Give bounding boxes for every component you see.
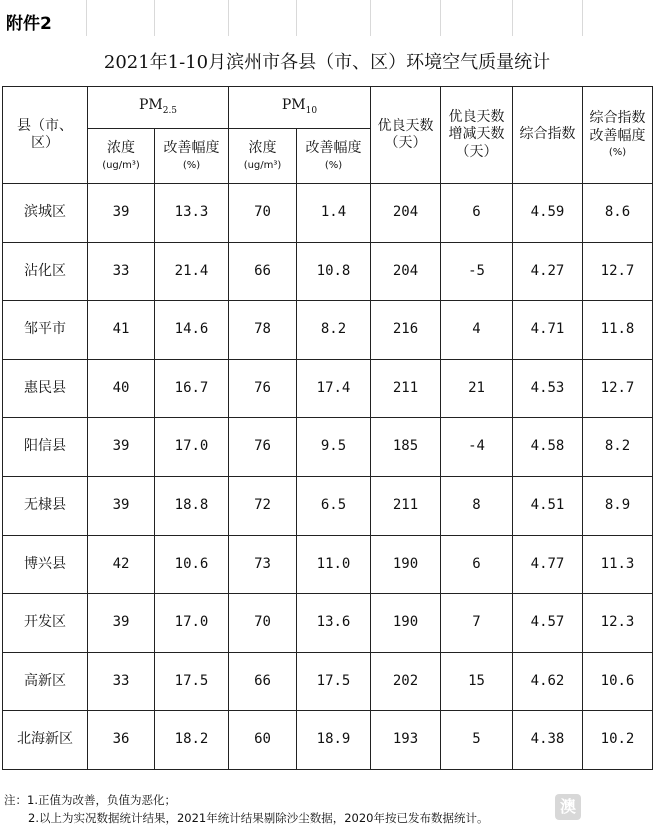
cell-good-days: 193 [371, 711, 441, 770]
cell-days-change: 6 [441, 184, 513, 243]
cell-county: 博兴县 [3, 535, 88, 594]
cell-index: 4.38 [513, 711, 583, 770]
cell-index-imp: 8.2 [583, 418, 653, 477]
table-row [3, 242, 653, 301]
cell-pm25-imp: 13.3 [155, 184, 229, 243]
cell-days-change: -4 [441, 418, 513, 477]
cell-pm25-conc: 33 [88, 242, 155, 301]
cell-index-imp: 12.7 [583, 359, 653, 418]
cell-pm10-conc: 76 [229, 418, 297, 477]
cell-days-change: 15 [441, 652, 513, 711]
air-quality-table [2, 86, 653, 770]
cell-days-change: 6 [441, 535, 513, 594]
cell-pm10-conc: 76 [229, 359, 297, 418]
cell-pm25-conc: 33 [88, 652, 155, 711]
cell-county: 沾化区 [3, 242, 88, 301]
header-pm10: $PM_{10}$ [229, 87, 371, 129]
cell-pm10-conc: 72 [229, 476, 297, 535]
cell-pm10-imp: 9.5 [297, 418, 371, 477]
cell-county: 邹平市 [3, 301, 88, 360]
header-pm10-improvement: 改善幅度 (%) [297, 129, 371, 184]
cell-index: 4.71 [513, 301, 583, 360]
header-pm25: $PM_{2.5}$ [88, 87, 229, 129]
cell-county: 惠民县 [3, 359, 88, 418]
cell-pm10-imp: 10.8 [297, 242, 371, 301]
table-row [3, 711, 653, 770]
cell-pm25-conc: 40 [88, 359, 155, 418]
cell-index-imp: 11.8 [583, 301, 653, 360]
cell-pm25-imp: 18.8 [155, 476, 229, 535]
cell-pm10-imp: 1.4 [297, 184, 371, 243]
header-good-days-change: 优良天数增减天数（天） [441, 87, 513, 184]
cell-index: 4.59 [513, 184, 583, 243]
cell-pm10-imp: 8.2 [297, 301, 371, 360]
cell-pm25-imp: 10.6 [155, 535, 229, 594]
table-row [3, 418, 653, 477]
watermark-logo: 澳 [555, 794, 581, 820]
cell-county: 开发区 [3, 594, 88, 653]
cell-pm25-conc: 39 [88, 184, 155, 243]
cell-good-days: 204 [371, 184, 441, 243]
cell-index: 4.77 [513, 535, 583, 594]
cell-pm25-conc: 39 [88, 594, 155, 653]
table-row [3, 359, 653, 418]
cell-pm25-conc: 39 [88, 418, 155, 477]
table-row [3, 594, 653, 653]
cell-pm10-imp: 18.9 [297, 711, 371, 770]
cell-pm10-conc: 70 [229, 184, 297, 243]
spreadsheet-grid-background [0, 0, 654, 36]
cell-pm10-conc: 78 [229, 301, 297, 360]
cell-good-days: 211 [371, 476, 441, 535]
cell-pm10-imp: 6.5 [297, 476, 371, 535]
header-pm10-concentration: 浓度 (ug/m³) [229, 129, 297, 184]
table-row [3, 476, 653, 535]
cell-county: 高新区 [3, 652, 88, 711]
cell-pm25-conc: 39 [88, 476, 155, 535]
header-composite-improvement: 综合指数改善幅度 (%) [583, 87, 653, 184]
cell-pm25-imp: 14.6 [155, 301, 229, 360]
cell-index-imp: 10.6 [583, 652, 653, 711]
cell-days-change: 5 [441, 711, 513, 770]
cell-pm25-imp: 17.5 [155, 652, 229, 711]
cell-pm10-conc: 66 [229, 242, 297, 301]
page-title: 2021年1-10月滨州市各县（市、区）环境空气质量统计 [103, 52, 551, 73]
cell-county: 无棣县 [3, 476, 88, 535]
cell-pm10-imp: 17.4 [297, 359, 371, 418]
cell-index-imp: 12.7 [583, 242, 653, 301]
cell-days-change: -5 [441, 242, 513, 301]
cell-good-days: 190 [371, 594, 441, 653]
cell-pm25-imp: 21.4 [155, 242, 229, 301]
cell-pm10-imp: 17.5 [297, 652, 371, 711]
cell-days-change: 8 [441, 476, 513, 535]
cell-good-days: 190 [371, 535, 441, 594]
cell-pm10-imp: 13.6 [297, 594, 371, 653]
cell-county: 北海新区 [3, 711, 88, 770]
cell-index-imp: 8.9 [583, 476, 653, 535]
cell-pm10-conc: 60 [229, 711, 297, 770]
cell-pm10-conc: 73 [229, 535, 297, 594]
cell-pm10-imp: 11.0 [297, 535, 371, 594]
cell-index-imp: 12.3 [583, 594, 653, 653]
header-composite-index: 综合指数 [513, 87, 583, 184]
table-row [3, 301, 653, 360]
cell-index: 4.58 [513, 418, 583, 477]
cell-index: 4.62 [513, 652, 583, 711]
note-line-2: 2.以上为实况数据统计结果，2021年统计结果剔除沙尘数据，2020年按已发布数据统计。 [28, 811, 489, 825]
cell-pm10-conc: 66 [229, 652, 297, 711]
table-row [3, 535, 653, 594]
cell-pm25-conc: 42 [88, 535, 155, 594]
cell-good-days: 185 [371, 418, 441, 477]
cell-good-days: 216 [371, 301, 441, 360]
cell-good-days: 202 [371, 652, 441, 711]
header-pm25-improvement: 改善幅度 (%) [155, 129, 229, 184]
cell-index: 4.53 [513, 359, 583, 418]
cell-county: 阳信县 [3, 418, 88, 477]
cell-index-imp: 11.3 [583, 535, 653, 594]
cell-pm25-imp: 18.2 [155, 711, 229, 770]
header-good-days: 优良天数（天） [371, 87, 441, 184]
table-row [3, 652, 653, 711]
cell-county: 滨城区 [3, 184, 88, 243]
table-row [3, 184, 653, 243]
cell-index-imp: 8.6 [583, 184, 653, 243]
cell-pm10-conc: 70 [229, 594, 297, 653]
cell-index: 4.51 [513, 476, 583, 535]
cell-index: 4.27 [513, 242, 583, 301]
cell-pm25-conc: 36 [88, 711, 155, 770]
attachment-label: 附件2 [6, 14, 52, 34]
cell-index-imp: 10.2 [583, 711, 653, 770]
cell-days-change: 4 [441, 301, 513, 360]
cell-pm25-conc: 41 [88, 301, 155, 360]
cell-days-change: 21 [441, 359, 513, 418]
cell-days-change: 7 [441, 594, 513, 653]
cell-index: 4.57 [513, 594, 583, 653]
note-line-1: 注：1.正值为改善，负值为恶化； [4, 793, 176, 807]
cell-good-days: 211 [371, 359, 441, 418]
cell-good-days: 204 [371, 242, 441, 301]
cell-pm25-imp: 16.7 [155, 359, 229, 418]
cell-pm25-imp: 17.0 [155, 594, 229, 653]
header-county: 县（市、区） [3, 87, 88, 184]
cell-pm25-imp: 17.0 [155, 418, 229, 477]
header-pm25-concentration: 浓度 (ug/m³) [88, 129, 155, 184]
